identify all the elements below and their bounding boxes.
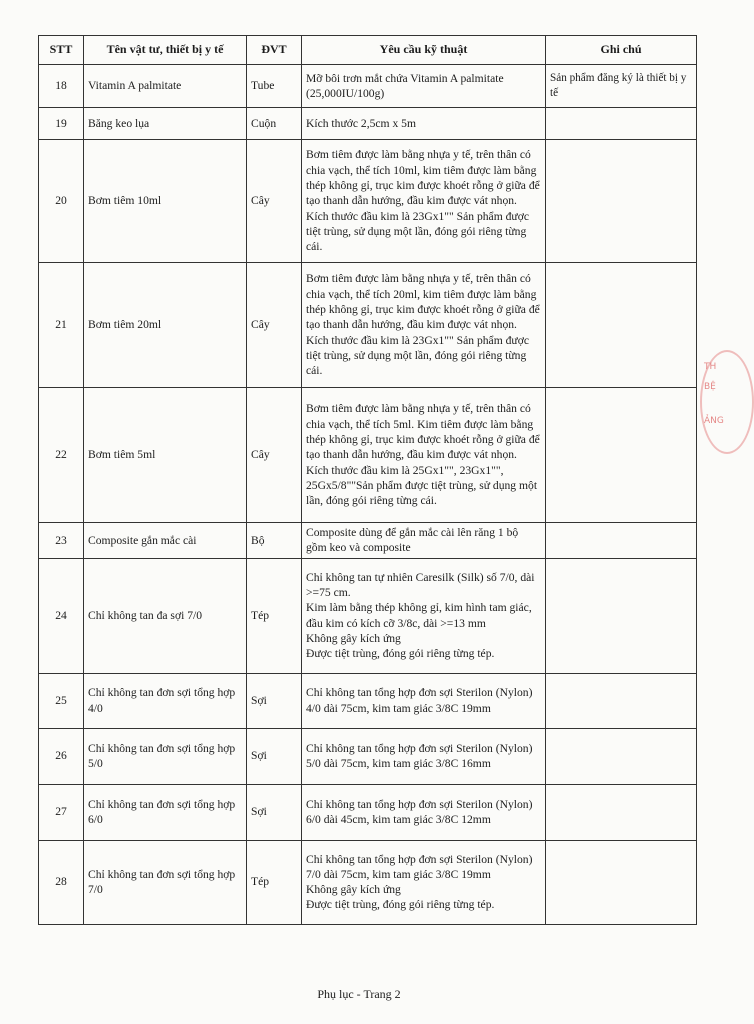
requirement-line: Không gây kích ứng: [306, 883, 401, 897]
row-unit: Sợi: [247, 784, 302, 840]
row-note: [546, 523, 697, 559]
supplies-table: [38, 35, 697, 925]
row-name: Bơm tiêm 10ml: [84, 140, 247, 263]
row-note: [546, 263, 697, 388]
row-requirements: Chỉ không tan tổng hợp đơn sợi Sterilon (Nylon) 6/0 dài 45cm, kim tam giác 3/8C 12mm: [302, 784, 546, 840]
stamp-text-line: BỆ: [704, 382, 716, 392]
stamp-text-line: TH: [704, 362, 717, 372]
row-note: [546, 388, 697, 523]
row-name: Băng keo lụa: [84, 108, 247, 140]
table-row: [39, 140, 697, 263]
row-stt: 28: [39, 840, 84, 924]
row-name: Vitamin A palmitate: [84, 65, 247, 108]
row-name: Bơm tiêm 5ml: [84, 388, 247, 523]
row-name: Chỉ không tan đơn sợi tổng hợp 5/0: [84, 728, 247, 784]
row-name: Chỉ không tan đơn sợi tổng hợp 4/0: [84, 673, 247, 728]
table-row: [39, 263, 697, 388]
table-row: [39, 523, 697, 559]
table-row: [39, 728, 697, 784]
header-unit: ĐVT: [247, 36, 302, 65]
header-name: Tên vật tư, thiết bị y tế: [84, 36, 247, 65]
row-stt: 24: [39, 558, 84, 673]
row-unit: Bộ: [247, 523, 302, 559]
row-requirements: Mỡ bôi trơn mắt chứa Vitamin A palmitate (25,000IU/100g): [302, 65, 546, 108]
row-note: [546, 558, 697, 673]
row-note: [546, 673, 697, 728]
row-unit: Cây: [247, 388, 302, 523]
row-note: [546, 840, 697, 924]
row-name: Chỉ không tan đơn sợi tổng hợp 7/0: [84, 840, 247, 924]
row-unit: Sợi: [247, 673, 302, 728]
row-unit: Tép: [247, 558, 302, 673]
row-stt: 26: [39, 728, 84, 784]
table-header-row: [39, 36, 697, 65]
row-requirements: Bơm tiêm được làm bằng nhựa y tế, trên thân có chia vạch, thể tích 20ml, kim tiêm được làm bằng thép không gỉ, trục kim được khoét rỗng ở giữa để tạo thanh dẫn hướng, đầu kim được vát nhọn. Kích thước đầu kim là 23Gx1"" Sản phẩm được tiệt trùng, sử dụng một lần, đóng gói riêng từng cái.: [302, 263, 546, 388]
requirement-line: Được tiệt trùng, đóng gói riêng từng tép.: [306, 647, 495, 661]
row-unit: Sợi: [247, 728, 302, 784]
row-unit: Cây: [247, 140, 302, 263]
row-name: Composite gắn mắc cài: [84, 523, 247, 559]
table-row: [39, 108, 697, 140]
header-note: Ghi chú: [546, 36, 697, 65]
table-row: [39, 784, 697, 840]
row-requirements: [302, 558, 546, 673]
row-stt: 22: [39, 388, 84, 523]
row-requirements: [302, 840, 546, 924]
row-note: [546, 784, 697, 840]
row-unit: Cây: [247, 263, 302, 388]
table-row: [39, 558, 697, 673]
stamp-text-line: ẢNG: [704, 416, 724, 426]
row-requirements: Kích thước 2,5cm x 5m: [302, 108, 546, 140]
row-requirements: Composite dùng để gắn mắc cài lên răng 1 bộ gồm keo và composite: [302, 523, 546, 559]
requirement-line: Chỉ không tan tự nhiên Caresilk (Silk) số 7/0, dài >=75 cm.: [306, 570, 535, 599]
row-note: [546, 728, 697, 784]
row-stt: 21: [39, 263, 84, 388]
requirement-line: Kim làm bằng thép không gỉ, kim hình tam giác, đầu kim có kích cỡ 3/8c, dài >=13 mm: [306, 601, 532, 630]
row-unit: Tép: [247, 840, 302, 924]
row-stt: 19: [39, 108, 84, 140]
row-requirements: Bơm tiêm được làm bằng nhựa y tế, trên thân có chia vạch, thể tích 10ml, kim tiêm được làm bằng thép không gỉ, trục kim được khoét rỗng ở giữa để tạo thanh dẫn hướng, đầu kim được vát nhọn. Kích thước đầu kim là 23Gx1"" Sản phẩm được tiệt trùng, sử dụng một lần, đóng gói riêng từng cái.: [302, 140, 546, 263]
header-requirements: Yêu cầu kỹ thuật: [302, 36, 546, 65]
row-stt: 23: [39, 523, 84, 559]
requirement-line: Được tiệt trùng, đóng gói riêng từng tép.: [306, 898, 495, 912]
table-row: [39, 388, 697, 523]
header-stt: STT: [39, 36, 84, 65]
row-name: Chỉ không tan đa sợi 7/0: [84, 558, 247, 673]
row-unit: Cuộn: [247, 108, 302, 140]
row-note: Sản phẩm đăng ký là thiết bị y tế: [546, 65, 697, 108]
row-requirements: Chỉ không tan tổng hợp đơn sợi Sterilon (Nylon) 4/0 dài 75cm, kim tam giác 3/8C 19mm: [302, 673, 546, 728]
row-note: [546, 140, 697, 263]
row-requirements: Chỉ không tan tổng hợp đơn sợi Sterilon (Nylon) 5/0 dài 75cm, kim tam giác 3/8C 16mm: [302, 728, 546, 784]
requirement-line: Không gây kích ứng: [306, 631, 401, 645]
table-row: [39, 840, 697, 924]
row-stt: 25: [39, 673, 84, 728]
table-row: [39, 65, 697, 108]
row-name: Chỉ không tan đơn sợi tổng hợp 6/0: [84, 784, 247, 840]
row-stt: 18: [39, 65, 84, 108]
row-requirements: Bơm tiêm được làm bằng nhựa y tế, trên thân có chia vạch, thể tích 5ml. Kim tiêm được làm bằng thép không gỉ, trục kim được khoét rỗng ở giữa để tạo thanh dẫn hướng, đầu kim được vát nhọn. Kích thước đầu kim là 25Gx1"", 23Gx1"", 25Gx5/8""Sản phẩm được tiệt trùng, sử dụng một lần, đóng gói riêng từng cái.: [302, 388, 546, 523]
requirement-line: Chỉ không tan tổng hợp đơn sợi Sterilon (Nylon) 7/0 dài 75cm, kim tam giác 3/8C 19mm: [306, 852, 533, 881]
row-note: [546, 108, 697, 140]
row-stt: 20: [39, 140, 84, 263]
table-row: [39, 673, 697, 728]
row-unit: Tube: [247, 65, 302, 108]
row-stt: 27: [39, 784, 84, 840]
page-footer: Phụ lục - Trang 2: [317, 987, 401, 1001]
row-name: Bơm tiêm 20ml: [84, 263, 247, 388]
